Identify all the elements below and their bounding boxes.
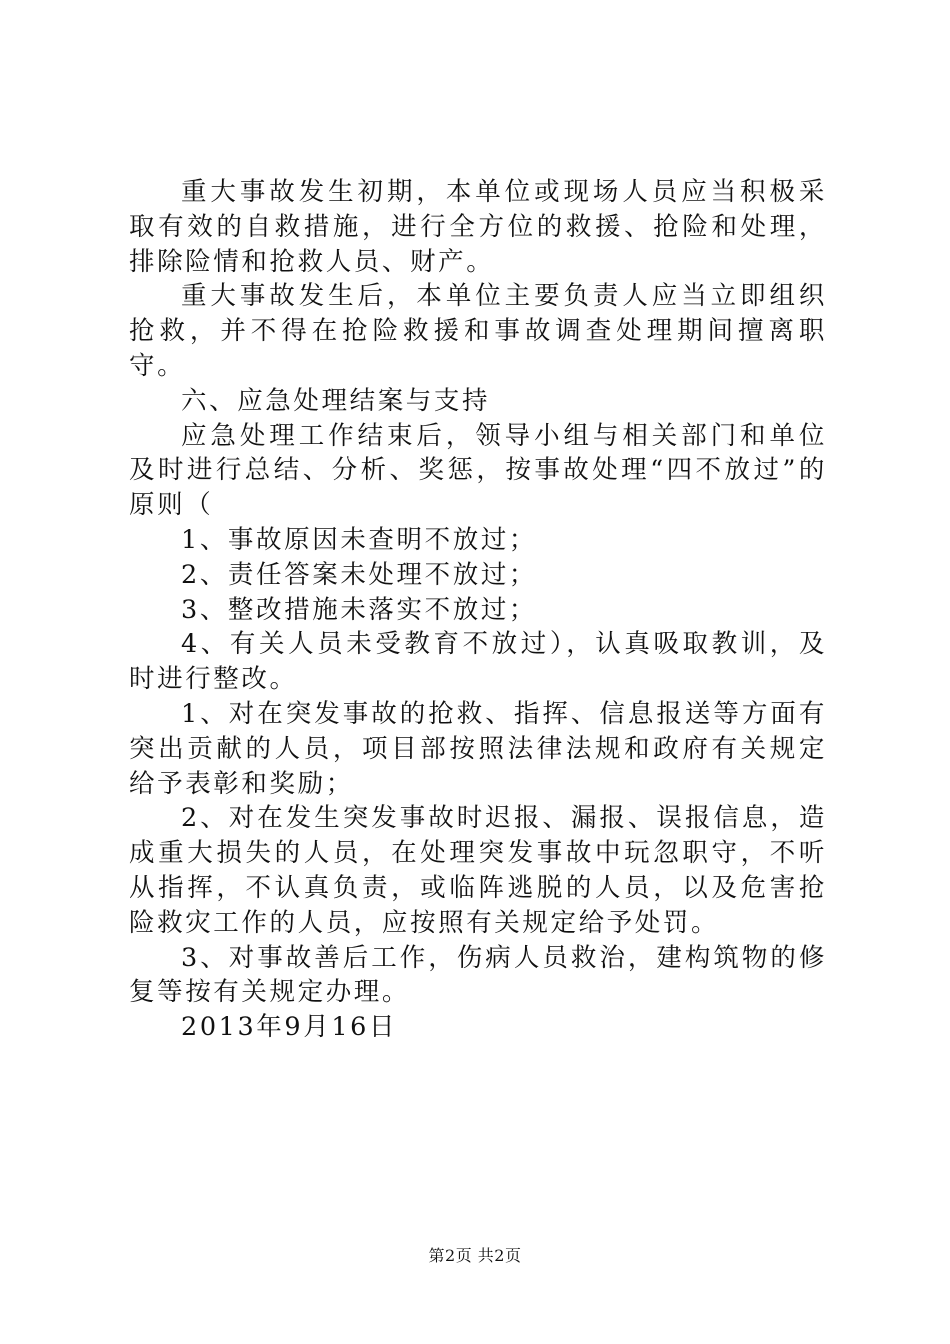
list-item-responsibility: 2、责任答案未处理不放过； [181,559,538,590]
list-item-education: 4、有关人员未受教育不放过），认真吸取教训，及时进行整改。 [129,629,827,695]
paragraph-initial-rescue: 重大事故发生初期，本单位或现场人员应当积极采取有效的自救措施，进行全方位的救援、抢险和处理，排除险情和抢救人员、财产。 [129,177,827,277]
paragraph-leader-duty: 重大事故发生后，本单位主要负责人应当立即组织抢救，并不得在抢险救援和事故调查处理期间擅离职守。 [129,281,827,381]
paragraph-penalty: 2、对在发生突发事故时迟报、漏报、误报信息，造成重大损失的人员，在处理突发事故中玩忽职守，不听从指挥，不认真负责，或临阵逃脱的人员，以及危害抢险救灾工作的人员，应按照有关规定给予处罚。 [129,803,827,938]
page-number-footer: 第2页 共2页 [428,1246,522,1265]
paragraph-aftermath: 3、对事故善后工作，伤病人员救治，建构筑物的修复等按有关规定办理。 [129,942,827,1008]
paragraph-reward: 1、对在突发事故的抢救、指挥、信息报送等方面有突出贡献的人员，项目部按照法律法规和政府有关规定给予表彰和奖励； [129,698,827,799]
list-item-rectification: 3、整改措施未落实不放过； [181,594,538,625]
list-item-cause: 1、事故原因未查明不放过； [181,524,538,555]
document-date: 2013年9月16日 [181,1012,398,1043]
document-body [129,175,827,1045]
section-heading-closure-support: 六、应急处理结案与支持 [181,385,491,416]
paragraph-summary-principle: 应急处理工作结束后，领导小组与相关部门和单位及时进行总结、分析、奖惩，按事故处理“四不放过”的原则（ [129,420,827,521]
